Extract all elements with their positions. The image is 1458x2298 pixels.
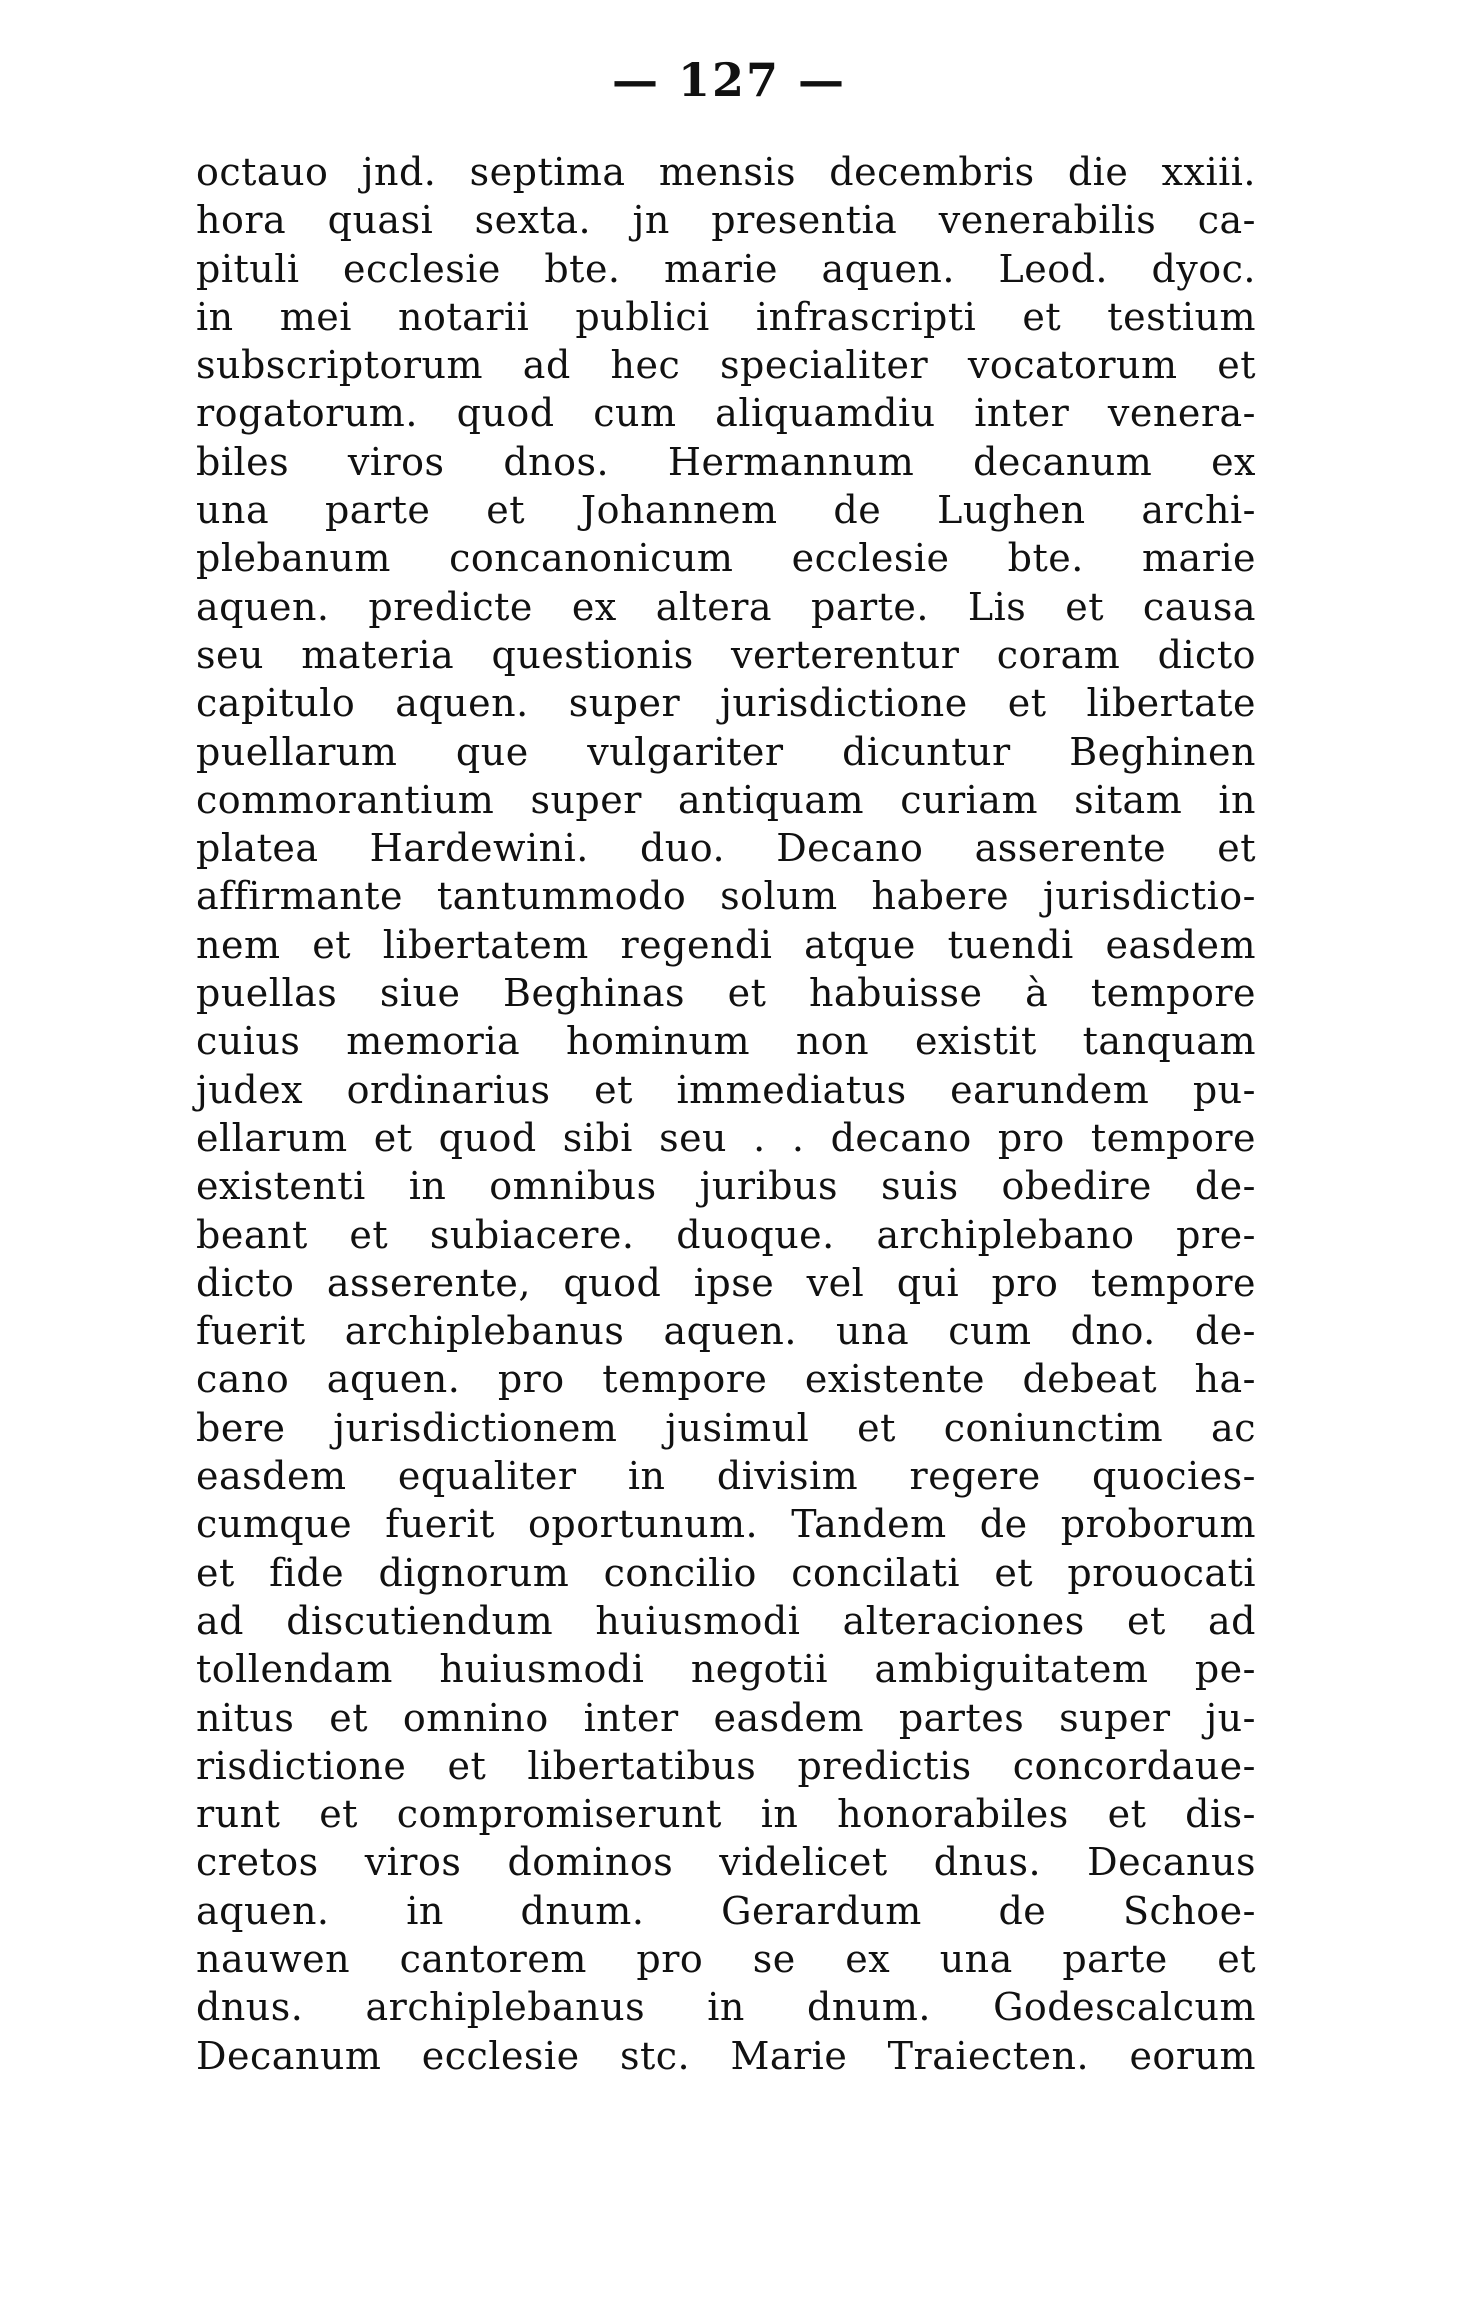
text-line: aquen. predicte ex altera parte. Lis et causa [196,584,1256,629]
text-line: pituli ecclesie bte. marie aquen. Leod. dyoc. [196,246,1256,291]
text-line: capitulo aquen. super jurisdictione et libertate [196,681,1256,726]
text-line: biles viros dnos. Hermannum decanum ex [196,439,1256,484]
text-line: nauwen cantorem pro se ex una parte et [196,1936,1256,1981]
text-line: una parte et Johannem de Lughen archi- [196,488,1256,533]
text-line: hora quasi sexta. jn presentia venerabilis ca- [196,198,1256,243]
text-line: dnus. archiplebanus in dnum. Godescalcum [196,1985,1256,2030]
text-line: commorantium super antiquam curiam sitam in [196,777,1256,822]
text-line: aquen. in dnum. Gerardum de Schoe- [196,1888,1256,1933]
text-line: in mei notarii publici infrascripti et testium [196,294,1256,339]
text-line: ellarum et quod sibi seu . . decano pro tempore [196,1115,1256,1160]
text-line: tollendam huiusmodi negotii ambiguitatem pe- [196,1647,1256,1692]
text-line: dicto asserente, quod ipse vel qui pro tempore [196,1260,1256,1305]
text-line: judex ordinarius et immediatus earundem pu- [196,1067,1256,1112]
text-line: cano aquen. pro tempore existente debeat ha- [196,1357,1256,1402]
text-line: platea Hardewini. duo. Decano asserente et [196,826,1256,871]
text-line: existenti in omnibus juribus suis obedire de- [196,1164,1256,1209]
text-line: easdem equaliter in divisim regere quocies- [196,1454,1256,1499]
text-line: et fide dignorum concilio concilati et prouocati [196,1550,1256,1595]
text-line: ad discutiendum huiusmodi alteraciones et ad [196,1598,1256,1643]
text-line: cumque fuerit oportunum. Tandem de proborum [196,1502,1256,1547]
text-line: puellas siue Beghinas et habuisse à tempore [196,971,1256,1016]
page-number: — 127 — [611,53,847,107]
text-line: subscriptorum ad hec specialiter vocatorum et [196,343,1256,388]
text-line: beant et subiacere. duoque. archiplebano pre- [196,1212,1256,1257]
text-line: bere jurisdictionem jusimul et coniunctim ac [196,1405,1256,1450]
text-line: risdictione et libertatibus predictis concordaue- [196,1743,1256,1788]
text-line: seu materia questionis verterentur coram dicto [196,632,1256,677]
text-line: octauo jnd. septima mensis decembris die xxiii. [196,150,1256,194]
text-line: nem et libertatem regendi atque tuendi easdem [196,922,1256,967]
text-line: affirmante tantummodo solum habere jurisdictio- [196,874,1256,919]
text-line: cretos viros dominos videlicet dnus. Decanus [196,1840,1256,1885]
text-line: plebanum concanonicum ecclesie bte. marie [196,536,1256,581]
text-line: rogatorum. quod cum aliquamdiu inter venera- [196,391,1256,436]
text-line: cuius memoria hominum non existit tanquam [196,1019,1256,1064]
body-text [196,148,1256,2080]
text-line: puellarum que vulgariter dicuntur Beghinen [196,729,1256,774]
text-line: nitus et omnino inter easdem partes super ju- [196,1695,1256,1740]
text-line: Decanum ecclesie stc. Marie Traiecten. eorum [196,2033,1256,2078]
text-line: fuerit archiplebanus aquen. una cum dno. de- [196,1309,1256,1354]
text-line: runt et compromiserunt in honorabiles et dis- [196,1792,1256,1837]
